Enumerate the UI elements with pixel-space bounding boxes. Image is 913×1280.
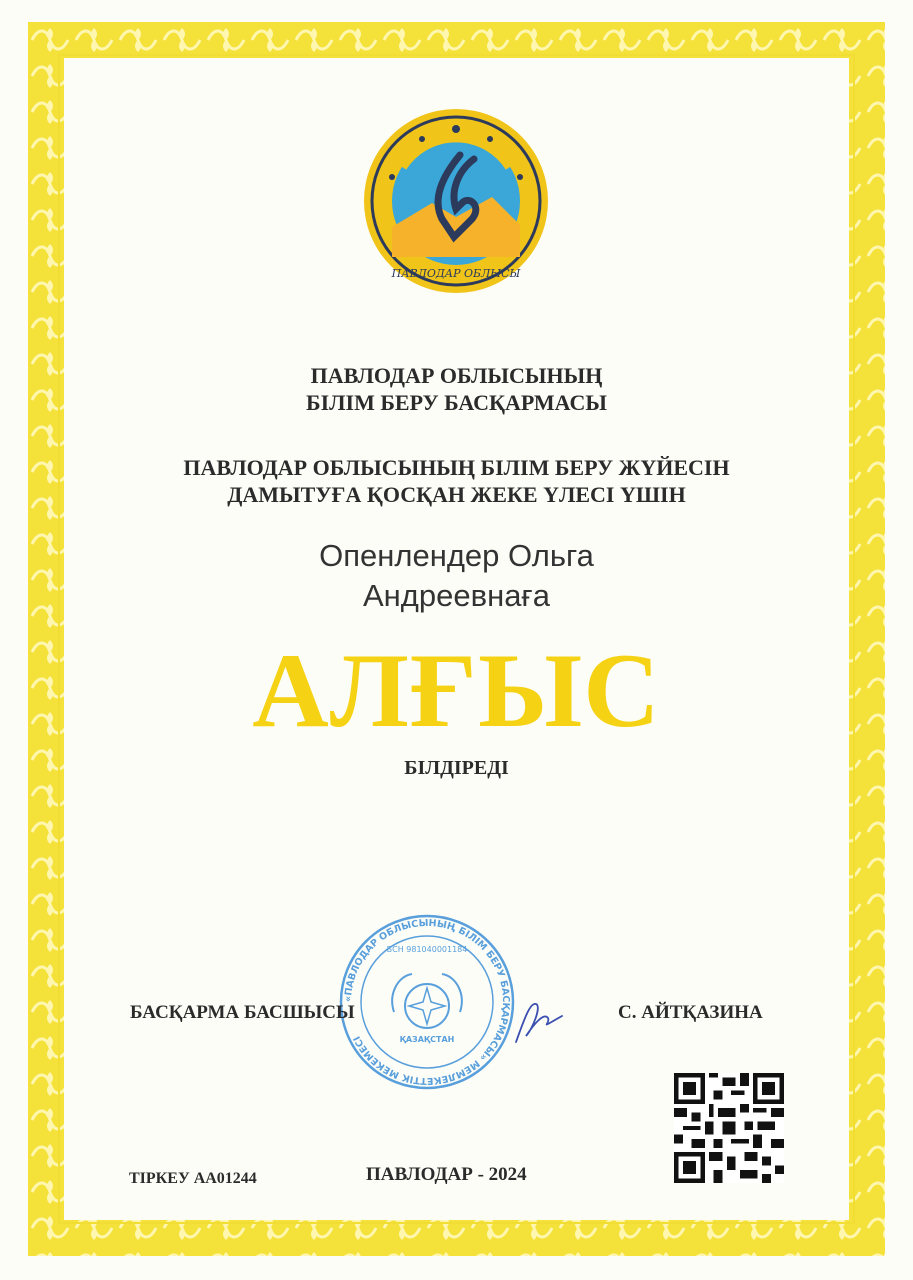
award-reason <box>0 454 913 508</box>
stamp-ring-text: «ПАВЛОДАР ОБЛЫСЫНЫҢ БІЛІМ БЕРУ БАСҚАРМАСЫ» МЕМЛЕКЕТТІК МЕКЕМЕСІ <box>342 917 512 1087</box>
recipient-name <box>0 536 913 616</box>
registration-number: ТІРКЕУ АА01244 <box>129 1170 257 1187</box>
stamp-center-text: ҚАЗАҚСТАН <box>399 1035 455 1044</box>
qr-code-icon[interactable] <box>674 1073 784 1183</box>
stamp-bin-text: БСН 981040001184 <box>386 945 468 954</box>
expresses-label: БІЛДІРЕДІ <box>404 757 509 779</box>
city-year: ПАВЛОДАР - 2024 <box>366 1164 527 1185</box>
reason-line-2: ДАМЫТУҒА ҚОСҚАН ЖЕКЕ ҮЛЕСІ ҮШІН <box>227 482 686 507</box>
emblem-text: ПАВЛОДАР ОБЛЫСЫ <box>391 267 521 280</box>
signatory-position: БАСҚАРМА БАСШЫСЫ <box>130 1002 355 1023</box>
organization-line-2: БІЛІМ БЕРУ БАСҚАРМАСЫ <box>306 390 607 415</box>
handwritten-signature-icon <box>508 990 568 1050</box>
organization-name <box>0 362 913 416</box>
svg-text:«ПАВЛОДАР ОБЛЫСЫНЫҢ БІЛІМ БЕРУ <box>343 918 511 1086</box>
signatory-name: С. АЙТҚАЗИНА <box>618 1002 763 1023</box>
pavlodar-region-emblem-icon <box>362 107 550 295</box>
reason-line-1: ПАВЛОДАР ОБЛЫСЫНЫҢ БІЛІМ БЕРУ ЖҮЙЕСІН <box>183 455 730 480</box>
recipient-line-2: Андреевнаға <box>363 578 550 613</box>
recipient-line-1: Опенлендер Ольга <box>319 538 594 573</box>
official-stamp-icon <box>332 912 522 1092</box>
organization-line-1: ПАВЛОДАР ОБЛЫСЫНЫҢ <box>310 363 603 388</box>
certificate-title: АЛҒЫС <box>252 632 661 749</box>
